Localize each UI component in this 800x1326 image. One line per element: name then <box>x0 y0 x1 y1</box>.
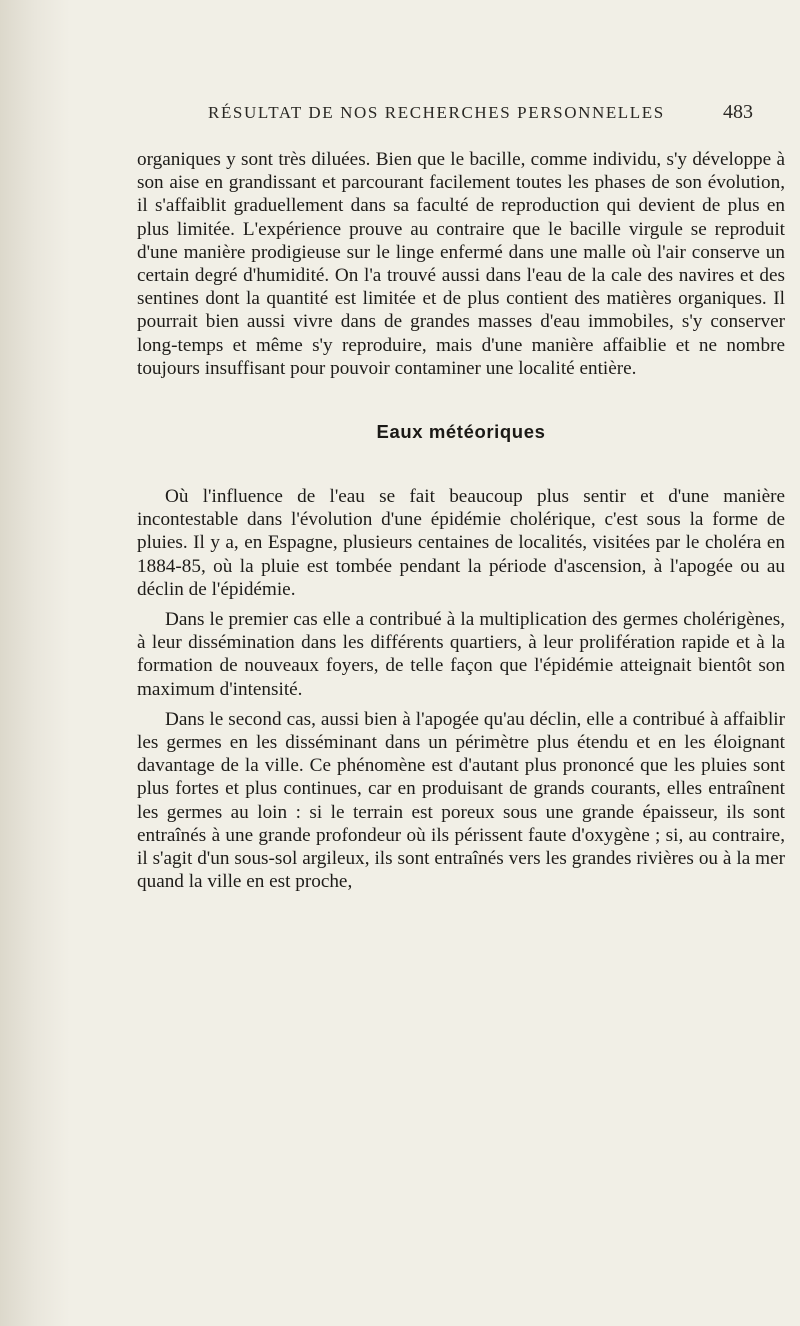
paragraph: organiques y sont très diluées. Bien que le bacille, comme individu, s'y développe à son aise en grandissant et parcourant facilement toutes les phases de son évolution, il s'affaiblit graduellement dans sa faculté de reproduction qui devient de plus en plus limitée. L'expérience prouve au contraire que le bacille virgule se reproduit d'une manière prodigieuse sur le linge enfermé dans une malle où l'air conserve un certain degré d'humidité. On l'a trouvé aussi dans l'eau de la cale des navires et des sentines dont la quantité est limitée et de plus contient des matières organiques. Il pourrait bien aussi vivre dans de grandes masses d'eau immobiles, s'y conserver long-temps et même s'y reproduire, mais d'une manière affaiblie et ne nombre toujours insuffisant pour pouvoir contaminer une localité entière. <box>137 149 785 379</box>
running-title: RÉSULTAT DE NOS RECHERCHES PERSONNELLES <box>208 103 665 122</box>
binding-shadow <box>0 0 70 1326</box>
page-number: 483 <box>723 101 753 123</box>
continued-text <box>137 148 785 380</box>
section-body <box>137 485 785 893</box>
paragraph: Dans le second cas, aussi bien à l'apogée qu'au déclin, elle a contribué à affaiblir les germes en les disséminant dans un périmètre plus étendu et en les éloignant davantage de la ville. Ce phénomène est d'autant plus prononcé que les pluies sont plus fortes et plus continues, car en produisant de grands courants, elles entraînent les germes au loin : si le terrain est poreux sous une grande épaisseur, ils sont entraînés à une grande profondeur où ils périssent faute d'oxygène ; si, au contraire, il s'agit d'un sous-sol argileux, ils sont entraînés vers les grandes rivières ou à la mer quand la ville en est proche, <box>137 708 785 893</box>
paragraph: Dans le premier cas elle a contribué à la multiplication des germes cholérigènes, à leur dissémination dans les différents quartiers, à leur prolifération rapide et à la formation de nouveaux foyers, de telle façon que l'épidémie atteignait bientôt son maximum d'intensité. <box>137 609 785 700</box>
paragraph: Où l'influence de l'eau se fait beaucoup plus sentir et d'une manière incontestable dans l'évolution d'une épidémie cholérique, c'est sous la forme de pluies. Il y a, en Espagne, plusieurs centaines de localités, visitées par le choléra en 1884-85, où la pluie est tombée pendant la période d'ascension, à l'apogée ou au déclin de l'épidémie. <box>137 486 785 600</box>
section-heading: Eaux météoriques <box>376 421 546 442</box>
